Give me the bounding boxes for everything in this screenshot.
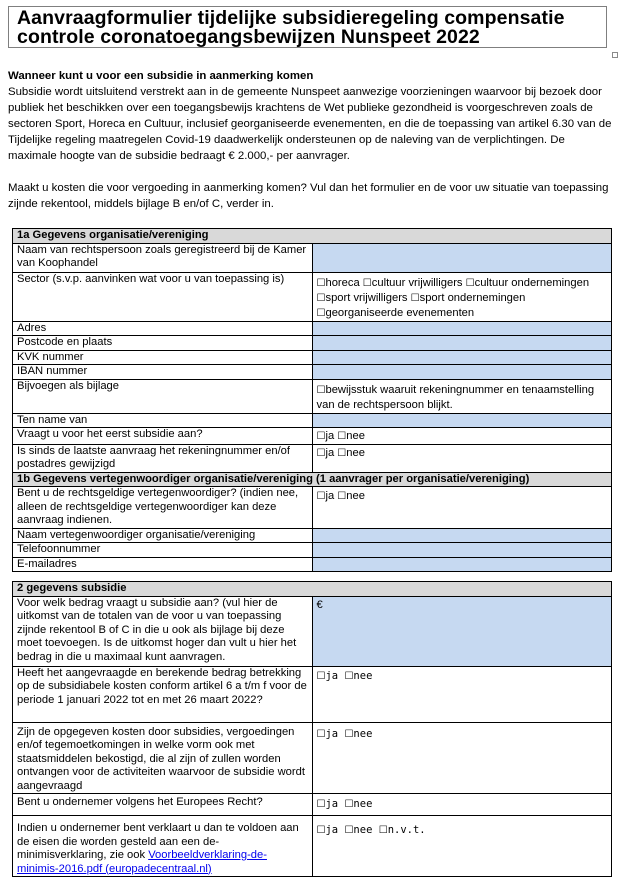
option-georganiseerde-evenementen-label: georganiseerde evenementen [325, 306, 475, 319]
kvk-field[interactable] [312, 350, 612, 365]
subsidie-table [12, 581, 612, 877]
bijvoegen-label: Bijvoegen als bijlage [13, 379, 313, 413]
form-title: Aanvraagformulier tijdelijke subsidieregeling compensatie controle coronatoegangsbewijzen Nunspeet 2022 [8, 6, 607, 48]
checkbox-rechtsgeldig-ja[interactable]: ☐ [316, 491, 326, 502]
checkbox-sport-ondernemingen[interactable]: ☐ [410, 292, 420, 304]
bewijsstuk-label: bewijsstuk waaruit rekeningnummer en tenaamstelling van de rechtspersoon blijkt. [316, 383, 595, 411]
option-cultuur-ondernemingen-label: cultuur ondernemingen [474, 276, 590, 289]
naam-vertegenwoordiger-label: Naam vertegenwoordiger organisatie/vereniging [13, 528, 313, 543]
telefoon-label: Telefoonnummer [13, 543, 313, 558]
ten-name-van-label: Ten name van [13, 413, 313, 428]
rekening-ja-label: ja [325, 446, 335, 459]
intro-heading: Wanneer kunt u voor een subsidie in aanmerking komen [8, 70, 314, 82]
naam-vertegenwoordiger-field[interactable] [312, 528, 612, 543]
deminimis-nee-label: nee [353, 824, 373, 836]
adres-field[interactable] [312, 321, 612, 336]
section-1b-heading: 1b Gegevens vertegenwoordiger organisatie/vereniging (1 aanvrager per organisatie/vereniging) [13, 472, 612, 487]
eerst-subsidie-label: Vraagt u voor het eerst subsidie aan? [13, 428, 313, 445]
checkbox-ondernemer-ja[interactable]: ☐ [316, 799, 326, 810]
iban-label: IBAN nummer [13, 365, 313, 380]
ondernemer-label: Bent u ondernemer volgens het Europees Recht? [13, 794, 313, 816]
section-2-heading: 2 gegevens subsidie [13, 582, 612, 597]
periode-ja-label: ja [325, 669, 339, 682]
rechtsgeldig-options [312, 487, 612, 529]
bedrag-field[interactable]: € [312, 596, 612, 666]
option-sport-vrijwilligers-label: sport vrijwilligers [325, 291, 408, 304]
sector-options [312, 272, 612, 321]
rechtsgeldig-label: Bent u de rechtsgeldige vertegenwoordiger? (indien nee, alleen de rechtsgeldige vertegenwoordiger kan deze aanvraag indienen. [13, 487, 313, 529]
de-minimis-label [13, 816, 313, 877]
deminimis-ja-label: ja [325, 824, 339, 836]
eerst-nee-label: nee [346, 430, 365, 442]
checkbox-bewijsstuk[interactable]: ☐ [316, 384, 326, 396]
checkbox-deminimis-nee[interactable]: ☐ [344, 825, 354, 836]
periode-nee-label: nee [353, 669, 373, 682]
periode-options [312, 666, 612, 722]
eerst-subsidie-options [312, 428, 612, 445]
periode-label: Heeft het aangevraagde en berekende bedrag betrekking op de subsidiabele kosten conform artikel 6 a t/m f voor de periode 1 januari 2022 tot en met 26 maart 2022? [13, 666, 313, 722]
postcode-label: Postcode en plaats [13, 336, 313, 351]
intro-paragraph-2: Maakt u kosten die voor vergoeding in aanmerking komen? Vul dan het formulier en de voor uw situatie van toepassing zijnde rekentool, middels bijlage B en/of C, verder in. [8, 182, 609, 210]
rechtsgeldig-ja-label: ja [325, 490, 335, 502]
checkbox-cultuur-ondernemingen[interactable]: ☐ [465, 277, 475, 289]
checkbox-periode-nee[interactable]: ☐ [344, 670, 354, 682]
kvk-label: KVK nummer [13, 350, 313, 365]
checkbox-sport-vrijwilligers[interactable]: ☐ [316, 292, 326, 304]
de-minimis-text: Indien u ondernemer bent verklaart u dan te voldoen aan de eisen die worden gesteld aan een de-minimisverklaring, zie ook [17, 822, 299, 861]
email-label: E-mailadres [13, 557, 313, 572]
rekening-gewijzigd-options [312, 444, 612, 472]
option-sport-ondernemingen-label: sport ondernemingen [419, 291, 526, 304]
sector-label: Sector (s.v.p. aanvinken wat voor u van toepassing is) [13, 272, 313, 321]
deminimis-nvt-label: n.v.t. [387, 824, 426, 836]
iban-field[interactable] [312, 365, 612, 380]
checkbox-ondernemer-nee[interactable]: ☐ [344, 799, 354, 810]
checkbox-rekening-nee[interactable]: ☐ [337, 447, 347, 459]
naam-rechtspersoon-field[interactable] [312, 243, 612, 272]
staatsmiddelen-label: Zijn de opgegeven kosten door subsidies, vergoedingen en/of tegemoetkomingen in welke vorm ook met staatsmiddelen bekostigd, die al zijn of zullen worden ontvangen voor de activiteiten waarvoor de subsidie wordt aangevraagd [13, 722, 313, 794]
de-minimis-options [312, 816, 612, 877]
checkbox-rekening-ja[interactable]: ☐ [316, 447, 326, 459]
checkbox-staatsmiddelen-ja[interactable]: ☐ [316, 728, 326, 740]
checkbox-rechtsgeldig-nee[interactable]: ☐ [337, 491, 347, 502]
ondernemer-options [312, 794, 612, 816]
staatsmiddelen-nee-label: nee [353, 727, 373, 740]
staatsmiddelen-ja-label: ja [325, 727, 339, 740]
checkbox-periode-ja[interactable]: ☐ [316, 670, 326, 682]
ondernemer-ja-label: ja [325, 798, 339, 810]
checkbox-georganiseerde-evenementen[interactable]: ☐ [316, 307, 326, 319]
staatsmiddelen-options [312, 722, 612, 794]
intro-section [8, 68, 612, 212]
adres-label: Adres [13, 321, 313, 336]
organisation-table [12, 228, 612, 572]
rechtsgeldig-nee-label: nee [346, 490, 365, 502]
rekening-gewijzigd-label: Is sinds de laatste aanvraag het rekeningnummer en/of postadres gewijzigd [13, 444, 313, 472]
option-horeca-label: horeca [325, 276, 360, 289]
option-cultuur-vrijwilligers-label: cultuur vrijwilligers [371, 276, 463, 289]
de-minimis-link[interactable]: Voorbeeldverklaring-de-minimis-2016.pdf (europadecentraal.nl) [17, 849, 267, 875]
bedrag-label: Voor welk bedrag vraagt u subsidie aan? (vul hier de uitkomst van de totalen van de voor u van toepassing zijnde rekentool B of C in die u ook als bijlage bij deze moet toevoegen. Is de uitkomst hoger dan vult u hier het bedrag in die u maximaal kunt aanvragen. [13, 596, 313, 666]
eerst-ja-label: ja [325, 430, 335, 442]
postcode-field[interactable] [312, 336, 612, 351]
ten-name-van-field[interactable] [312, 413, 612, 428]
checkbox-cultuur-vrijwilligers[interactable]: ☐ [362, 277, 372, 289]
checkbox-eerst-ja[interactable]: ☐ [316, 431, 326, 442]
ondernemer-nee-label: nee [353, 798, 373, 810]
checkbox-eerst-nee[interactable]: ☐ [337, 431, 347, 442]
checkbox-horeca[interactable]: ☐ [316, 277, 326, 289]
resize-handle[interactable] [612, 52, 618, 58]
intro-paragraph-1: Subsidie wordt uitsluitend verstrekt aan in de gemeente Nunspeet aanwezige voorzieningen waarvoor bij bezoek door publiek het beschikken over een toegangsbewijs krachtens de Wet publieke gezondheid is voorgeschreven zoals de sectoren Sport, Horeca en Cultuur, inclusief georganiseerde evenementen, en die de toepassing van artikel 6.30 van de Tijdelijke regeling maatregelen Covid-19 daadwerkelijk ondersteunen op de naleving van de verplichtingen. De maximale hoogte van de subsidie bedraagt € 2.000,- per aanvrager. [8, 86, 612, 162]
telefoon-field[interactable] [312, 543, 612, 558]
naam-rechtspersoon-label: Naam van rechtspersoon zoals geregistreerd bij de Kamer van Koophandel [13, 243, 313, 272]
section-1a-heading: 1a Gegevens organisatie/vereniging [13, 229, 612, 244]
rekening-nee-label: nee [346, 446, 365, 459]
checkbox-deminimis-nvt[interactable]: ☐ [378, 825, 388, 836]
checkbox-deminimis-ja[interactable]: ☐ [316, 825, 326, 836]
email-field[interactable] [312, 557, 612, 572]
bijvoegen-option [312, 379, 612, 413]
checkbox-staatsmiddelen-nee[interactable]: ☐ [344, 728, 354, 740]
